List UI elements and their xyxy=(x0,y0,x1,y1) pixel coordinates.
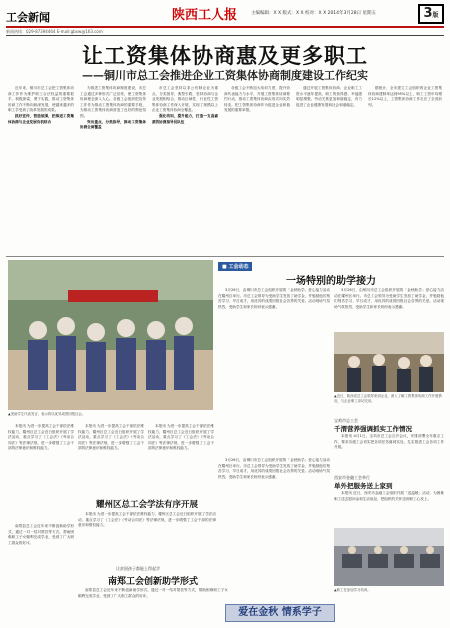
photo-students xyxy=(8,260,213,410)
kicker-xian: 西安市金融工会举行 xyxy=(334,475,370,480)
left-column-b xyxy=(78,424,144,494)
story-relay-continued-text: 3月26日，由铜川市总工会组织开展的「金秋助学」爱心接力活动在耀州区举行。市总工会领导为受助学生发放了助学金，并勉励他们刻苦学习、早日成才，用优异的成绩回报社会各界的关爱。活动现场气氛热烈，受助学生和家长纷纷表示感谢。 xyxy=(218,458,330,479)
banner-golden-autumn: 爱在金秋 情系学子 xyxy=(225,604,335,622)
left-column-a-text: 本报讯 为进一步提高工会干部依法维权能力，耀州区总工会近日组织开展了学法活动，重点学习了《工会法》《劳动合同法》等法律法规，进一步增强了工会干部的法律意识和维权能力。 xyxy=(8,424,74,451)
masthead xyxy=(6,4,444,26)
caption-right: ▲近日，陕西省总工会领导来到企业，深入了解工资集体协商工作开展情况，与企业职工亲切交谈。 xyxy=(334,394,442,403)
lead-col3-head: 强化培训，提升能力，打造一支高素质的协商指导员队伍 xyxy=(152,113,218,124)
lead-col4-text: 各级工会不断加大培训力度，提升协商代表能力与水平，开展工资集体协商要约行动，推动工资集体协商由形式向实效转变，把工资集体协商作为促进企业和谐发展的重要举措。 xyxy=(224,86,290,113)
contact-line: 新闻热线：029-87394464 E-mail:gbxw@163.com xyxy=(6,29,103,34)
story-relay-text-2: 3月26日，由铜川市总工会组织开展的「金秋助学」爱心接力活动在耀州区举行。市总工会领导为受助学生发放了助学金，并勉励他们刻苦学习、早日成才，用优异的成绩回报社会各界的关爱。活动现场气氛热烈，受助学生和家长纷纷表示感谢。 xyxy=(334,288,444,309)
nanzheng-body-text: 南郑县总工会近年来不断创新助学形式，通过一对一结对帮扶等方式，帮助困难职工子女顺利完成学业，受到了广大职工群众的好评。 xyxy=(78,588,228,598)
newspaper-logo: 陕西工人报 xyxy=(172,8,238,23)
lead-col6-text: 据统计，全市建立工会组织的企业工资集体协商建制率达到95%以上，职工工资年均增长12%以上，工资集体协商工作走在了全省前列。 xyxy=(368,86,442,107)
lead-col2-text: 为推进工资集体协商制度建设，市总工会通过多种形式广泛宣传，使工资集体协商理念深入人心。各级工会组织把宣传工作作为推动工资集体协商的重要手段，为推动工资集体协商营造了良好的舆论氛围。 xyxy=(80,86,146,118)
story-baoji-text: 本报讯 4月1日，宝鸡市总工会召开会议，安排部署全年重点工作，要求各级工会切实把各项任务落到实处，扎实推进工会各项工作开展。 xyxy=(334,434,444,450)
lead-col2-head: 突出重点，分类指导，推动工资集体协商全面覆盖 xyxy=(80,119,146,130)
left-column-d xyxy=(8,524,74,620)
divider xyxy=(6,35,444,36)
section-divider xyxy=(6,256,444,257)
story-title-baoji: 千渭营养强调抓实工作情况 xyxy=(334,425,412,433)
photo-meeting-image xyxy=(334,332,444,392)
story-relay-col2 xyxy=(334,288,444,328)
lead-column-4 xyxy=(224,86,290,252)
story-relay-col1 xyxy=(218,288,330,454)
lead-col1-text: 近年来，铜川市总工会把工资集体协商工作作为维护职工合法权益的重要抓手，积极探索，勇于实践，推动工资集体协商工作不断向纵深发展，使越来越多的职工享受到了改革发展的成果。 xyxy=(8,86,74,113)
story-title-xian: 单外把服务送上家到 xyxy=(334,482,393,490)
page-num-value: 3 xyxy=(423,6,433,21)
lead-column-6 xyxy=(368,86,442,252)
lead-column-1 xyxy=(8,86,74,252)
left-column-d-text: 南郑县总工会近年来不断创新助学形式，通过一对一结对帮扶等方式，帮助困难职工子女顺利完成学业，受到了广大职工群众的好评。 xyxy=(8,524,74,545)
story-xian-text: 本报讯 近日，西安市金融工会组织开展「送温暖」活动，为困难职工送去慰问金和生活用品，把组织的关怀送到职工心坎上。 xyxy=(334,491,444,501)
yaozhou-body-text: 本报讯 为进一步提高工会干部依法维权能力，耀州区总工会近日组织开展了学法活动，重点学习了《工会法》《劳动合同法》等法律法规，进一步增强了工会干部的法律意识和维权能力。 xyxy=(78,512,216,528)
story-relay-continued xyxy=(218,458,330,598)
photo-meeting xyxy=(334,332,444,392)
lead-col1-head: 抓好宣传，营造氛围，把推进工资集体协商与企业发展有机结合 xyxy=(8,113,74,124)
caption-left: ▲受助学生代表发言，表示将以优异成绩回报社会。 xyxy=(8,412,86,416)
photo-training-image xyxy=(334,528,444,586)
story-title-nanzheng: 南郑工会创新助学形式 xyxy=(107,577,198,587)
left-column-b-text: 本报讯 为进一步提高工会干部依法维权能力，耀州区总工会近日组织开展了学法活动，重点学习了《工会法》《劳动合同法》等法律法规，进一步增强了工会干部的法律意识和维权能力。 xyxy=(78,424,144,451)
photo-training xyxy=(334,528,444,586)
left-column-a xyxy=(8,424,74,520)
section-tag: ■ 工会动态 xyxy=(218,262,252,271)
caption-bottom: ▲职工在参加学习培训。 xyxy=(334,588,371,592)
lead-col3-text: 市总工会坚持以非公有制企业为重点，分类指导，典型引路，坚持协商与企业发展相结合，推动区域性、行业性工资集体协商工作深入开展，实现了规模以上企业工资集体协商全覆盖。 xyxy=(152,86,218,113)
lead-col5-text: 通过开展工资集体协商，企业职工工资水平逐年提高，职工的获得感、幸福感明显增强，劳动关系更加和谐稳定，有力促进了企业健康发展和社会和谐稳定。 xyxy=(296,86,362,107)
left-column-c xyxy=(148,424,214,494)
story-title-relay: 一场特别的助学接力 xyxy=(286,276,376,287)
lead-column-2 xyxy=(80,86,146,252)
section-name: 工会新闻 xyxy=(6,11,50,24)
photo-students-image xyxy=(8,260,213,410)
left-column-c-text: 本报讯 为进一步提高工会干部依法维权能力，耀州区总工会近日组织开展了学法活动，重点学习了《工会法》《劳动合同法》等法律法规，进一步增强了工会干部的法律意识和维权能力。 xyxy=(148,424,214,451)
nanzheng-body xyxy=(78,588,228,622)
masthead-rule xyxy=(6,26,444,28)
story-xian-body xyxy=(334,491,444,525)
issue-meta: 主编编辑：X X 版式：X X 校对：X X 2014年3月28日 星期五 xyxy=(251,11,377,16)
kicker-baoji: 宝鸡市总工会 xyxy=(334,418,358,423)
kicker-nanzheng: 让贫困孩子都能上得起学 xyxy=(116,566,160,571)
lead-subhead: ——铜川市总工会推进企业工资集体协商制度建设工作纪实 xyxy=(82,69,368,82)
story-relay-text: 3月26日，由铜川市总工会组织开展的「金秋助学」爱心接力活动在耀州区举行。市总工会领导为受助学生发放了助学金，并勉励他们刻苦学习、早日成才，用优异的成绩回报社会各界的关爱。活动现场气氛热烈，受助学生和家长纷纷表示感谢。 xyxy=(218,288,330,309)
lead-headline: 让工资集体协商惠及更多职工 xyxy=(82,44,368,68)
page-number xyxy=(418,4,444,24)
lead-column-3 xyxy=(152,86,218,252)
page-suffix: 版 xyxy=(432,12,439,19)
yaozhou-body xyxy=(78,512,216,562)
story-baoji-body xyxy=(334,434,444,472)
story-title-yaozhou: 耀州区总工会学法有序开展 xyxy=(95,500,198,510)
lead-column-5 xyxy=(296,86,362,252)
